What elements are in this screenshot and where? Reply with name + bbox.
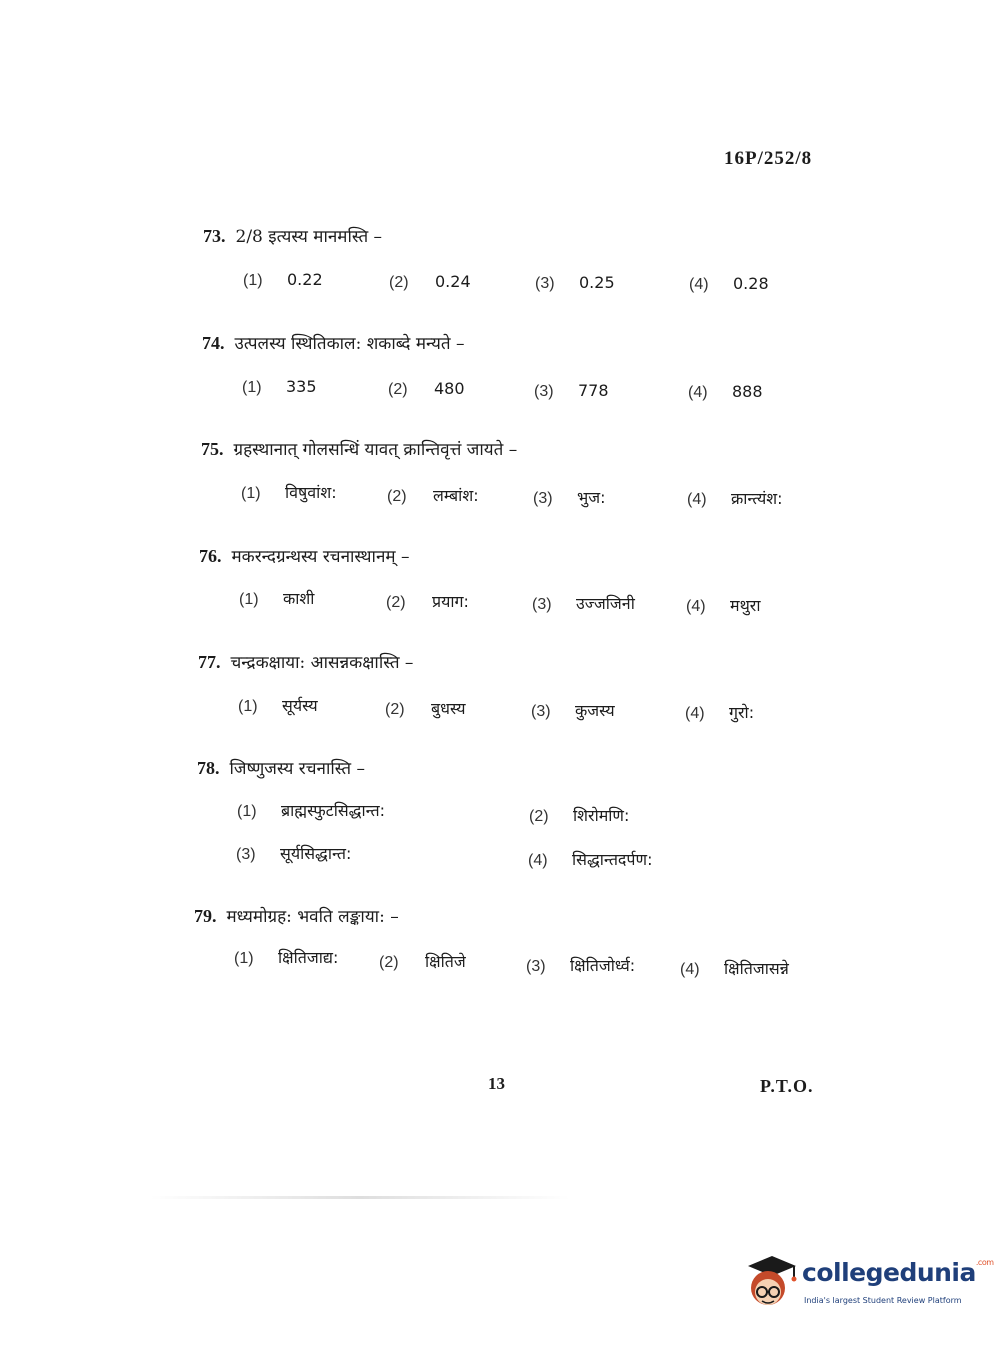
question-75: [201, 438, 517, 461]
option-number: (2): [387, 488, 407, 505]
option-text: क्षितिजासन्ने: [724, 959, 789, 978]
option-77-2: [385, 698, 465, 721]
question-76: [199, 545, 409, 568]
option-text: 0.28: [733, 274, 769, 293]
option-76-4: [686, 595, 760, 618]
option-number: (1): [243, 272, 263, 289]
question-77: [198, 651, 413, 674]
option-text: क्षितिजे: [425, 952, 466, 971]
option-number: (3): [236, 846, 256, 863]
collegedunia-logo: [742, 1252, 994, 1312]
option-text: ब्राह्मस्फुटसिद्धान्त:: [281, 801, 386, 820]
option-74-4: [688, 381, 763, 404]
option-number: (3): [535, 275, 555, 292]
option-number: (4): [688, 384, 708, 401]
question-number: 73.: [203, 226, 226, 246]
option-number: (1): [238, 698, 258, 715]
option-text: क्षितिजोर्ध्व:: [570, 956, 636, 975]
question-79: [194, 905, 399, 928]
option-76-1: [239, 588, 314, 611]
option-text: उज्जजिनी: [576, 594, 635, 613]
option-73-4: [689, 273, 769, 296]
question-text: उत्पलस्य स्थितिकाल: शकाब्दे मन्यते –: [234, 334, 465, 354]
option-number: (4): [686, 598, 706, 615]
option-74-2: [388, 378, 465, 401]
brand-suffix: .com: [975, 1258, 994, 1267]
option-text: सूर्यस्य: [282, 696, 318, 715]
option-number: (2): [385, 701, 405, 718]
paper-code: 16P/252/8: [724, 148, 813, 169]
option-78-3: [236, 843, 351, 866]
option-76-3: [532, 593, 635, 616]
brand-name: collegedunia$^{.com}$: [802, 1258, 994, 1287]
option-number: (1): [242, 379, 262, 396]
option-number: (3): [531, 703, 551, 720]
option-79-3: [526, 955, 635, 978]
option-number: (2): [379, 954, 399, 971]
option-text: विषुवांश:: [285, 483, 337, 502]
option-number: (1): [237, 803, 257, 820]
option-75-1: [241, 482, 337, 505]
option-number: (2): [529, 808, 549, 825]
option-77-4: [685, 702, 754, 725]
student-mascot-icon: [742, 1252, 800, 1310]
question-number: 75.: [201, 439, 224, 459]
option-text: कुजस्य: [575, 701, 615, 720]
option-73-2: [389, 271, 471, 294]
option-text: 0.25: [579, 273, 615, 292]
option-number: (1): [241, 485, 261, 502]
option-text: 0.24: [435, 272, 471, 291]
option-number: (4): [689, 276, 709, 293]
option-79-4: [680, 958, 789, 981]
option-78-2: [529, 805, 629, 828]
option-text: 888: [732, 382, 763, 401]
option-text: सिद्धान्तदर्पण:: [572, 850, 653, 869]
brand-tagline: India's largest Student Review Platform: [804, 1296, 962, 1305]
option-75-3: [533, 487, 606, 510]
option-text: काशी: [283, 589, 315, 608]
page-number: 13: [488, 1074, 505, 1093]
option-text: बुधस्य: [431, 699, 466, 718]
option-77-1: [238, 695, 318, 718]
option-73-3: [535, 272, 615, 295]
option-text: 0.22: [287, 270, 323, 289]
option-text: शिरोमणि:: [573, 806, 630, 825]
option-73-1: [243, 269, 323, 292]
option-79-1: [234, 947, 338, 970]
option-number: (3): [526, 958, 546, 975]
option-text: क्रान्त्यंश:: [731, 489, 783, 508]
question-text: मध्यमोग्रह: भवति लङ्काया: –: [226, 907, 399, 927]
question-text: ग्रहस्थानात् गोलसन्धिं यावत् क्रान्तिवृत्तं जायते –: [233, 440, 518, 460]
option-75-2: [387, 485, 479, 508]
question-78: [197, 757, 365, 780]
question-number: 76.: [199, 546, 222, 566]
option-77-3: [531, 700, 615, 723]
option-74-1: [242, 376, 317, 399]
option-75-4: [687, 488, 783, 511]
option-number: (3): [534, 383, 554, 400]
question-number: 79.: [194, 906, 217, 926]
scan-artifact-line: [150, 1196, 570, 1199]
question-number: 74.: [202, 333, 225, 353]
option-79-2: [379, 951, 466, 974]
question-text: 2/8 इत्यस्य मानमस्ति –: [235, 227, 383, 247]
question-73: [203, 225, 382, 248]
option-text: 335: [286, 377, 317, 396]
option-text: मथुरा: [730, 596, 761, 615]
option-text: 480: [434, 379, 465, 398]
option-78-1: [237, 800, 385, 823]
question-74: [202, 332, 464, 355]
option-text: प्रयाग:: [432, 592, 469, 611]
option-number: (2): [389, 274, 409, 291]
option-number: (4): [528, 852, 548, 869]
option-text: गुरो:: [729, 703, 755, 722]
question-text: मकरन्दग्रन्थस्य रचनास्थानम् –: [231, 547, 410, 567]
option-76-2: [386, 591, 469, 614]
option-number: (2): [386, 594, 406, 611]
option-text: 778: [578, 381, 609, 400]
option-text: क्षितिजाद्य:: [278, 948, 339, 967]
option-text: सूर्यसिद्धान्त:: [280, 844, 352, 863]
option-number: (3): [532, 596, 552, 613]
option-number: (4): [685, 705, 705, 722]
question-text: जिष्णुजस्य रचनास्ति –: [229, 759, 365, 779]
option-78-4: [528, 849, 652, 872]
option-number: (2): [388, 381, 408, 398]
question-text: चन्द्रकक्षाया: आसन्नकक्षास्ति –: [230, 653, 414, 673]
question-number: 78.: [197, 758, 220, 778]
pto-label: P.T.O.: [760, 1076, 814, 1096]
option-text: लम्बांश:: [433, 486, 479, 505]
option-number: (4): [680, 961, 700, 978]
option-number: (4): [687, 491, 707, 508]
option-number: (1): [239, 591, 259, 608]
option-number: (1): [234, 950, 254, 967]
option-text: भुज:: [577, 488, 606, 507]
option-74-3: [534, 380, 609, 403]
question-number: 77.: [198, 652, 221, 672]
option-number: (3): [533, 490, 553, 507]
